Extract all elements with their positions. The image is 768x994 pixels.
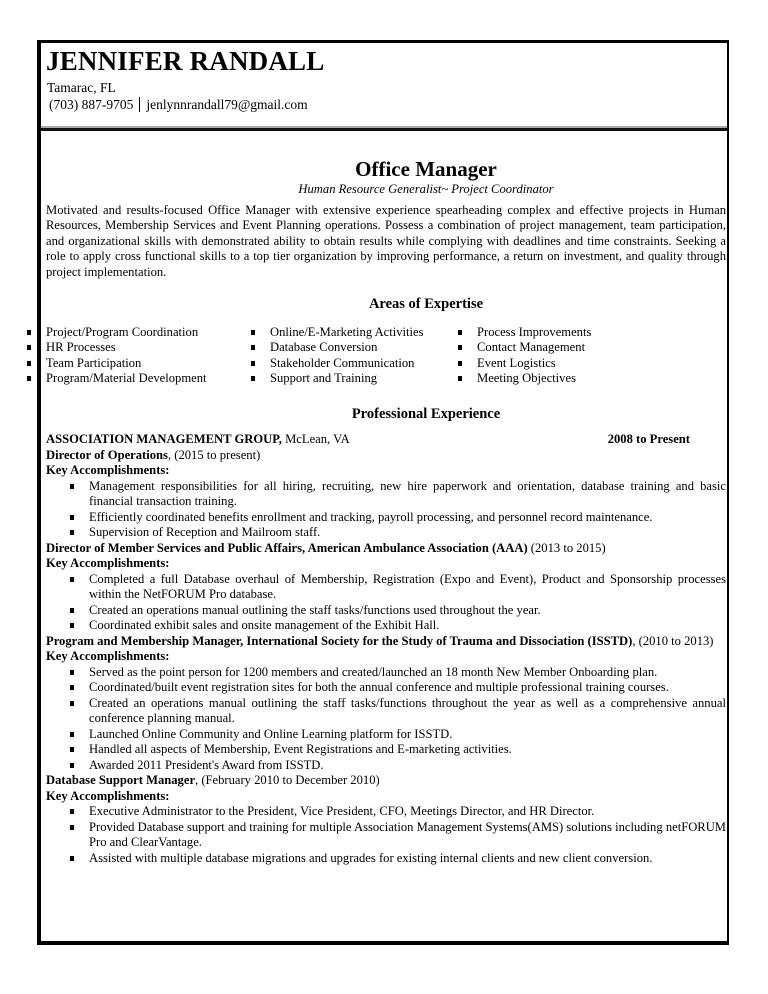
resume-body: [46, 156, 726, 866]
role: [46, 541, 726, 634]
accomplishment-item: Created an operations manual outlining the staff tasks/functions used throughout the year.: [89, 603, 726, 619]
experience-heading: Professional Experience: [351, 405, 501, 422]
company-location: McLean, VA: [281, 432, 350, 446]
header-rule: [41, 128, 727, 131]
key-accomplishments-label: Key Accomplishments:: [46, 463, 170, 477]
accomplishment-item: Coordinated exhibit sales and onsite management of the Exhibit Hall.: [89, 618, 726, 634]
expertise-col-2: [270, 325, 477, 387]
key-accomplishments-label: Key Accomplishments:: [46, 649, 170, 663]
role: [46, 634, 726, 774]
role-header: [46, 541, 726, 557]
accomplishments-list: [46, 804, 726, 866]
role-title: Program and Membership Manager, International Society for the Study of Trauma and Dissociation (ISSTD): [46, 633, 633, 648]
candidate-name: JENNIFER RANDALL: [46, 46, 325, 76]
phone: (703) 887-9705: [49, 97, 134, 112]
expertise-columns: [46, 325, 726, 387]
role-header: [46, 634, 726, 650]
accomplishment-item: Created an operations manual outlining the staff tasks/functions throughout the year as well as a comprehensive annual conference planning manual.: [89, 695, 726, 725]
expertise-item: Meeting Objectives: [477, 371, 591, 387]
expertise-col-3: [477, 325, 591, 387]
accomplishments-list: [46, 572, 726, 634]
accomplishment-item: Served as the point person for 1200 members and created/launched an 18 month New Member Onboarding plan.: [89, 665, 726, 681]
accomplishment-item: Management responsibilities for all hiring, recruiting, new hire paperwork and orientation, database training and basic financial transaction training.: [89, 478, 726, 508]
expertise-item: HR Processes: [46, 340, 270, 356]
accomplishment-item: Completed a full Database overhaul of Membership, Registration (Expo and Event), Product and Sponsorship processes within the NetFORUM Pro database.: [89, 571, 726, 601]
location: Tamarac, FL: [47, 80, 116, 95]
role: [46, 448, 726, 541]
role-dates: , (2015 to present): [167, 447, 261, 462]
summary: Motivated and results-focused Office Manager with extensive experience spearheading complex and effective projects in Human Resources, Membership Services and Event Planning operations. Possess a combination of project management, team participation, and organizational skills with demonstrated ability to obtain results while complying with deadlines and time constraints. Seeking a role to apply cross functional skills to a top tier organization by improving performance, a return on investment, and quality through project implementation.: [46, 202, 726, 279]
role-title: Database Support Manager: [46, 773, 196, 787]
role-dates: , (February 2010 to December 2010): [195, 773, 380, 787]
accomplishment-item: Assisted with multiple database migrations and upgrades for existing internal clients and new client conversion.: [89, 851, 726, 867]
accomplishments-list: [46, 665, 726, 774]
contact-line: [49, 97, 308, 113]
accomplishment-item: Provided Database support and training for multiple Association Management Systems(AMS) solutions including netFORUM Pro and ClearVantage.: [89, 819, 726, 849]
role-dates: (2013 to 2015): [527, 540, 606, 555]
company-name: ASSOCIATION MANAGEMENT GROUP,: [46, 432, 282, 446]
expertise-item: Program/Material Development: [46, 371, 270, 387]
email: jenlynnrandall79@gmail.com: [146, 97, 308, 112]
accomplishment-item: Executive Administrator to the President, Vice President, CFO, Meetings Director, and HR Director.: [89, 804, 726, 820]
expertise-item: Project/Program Coordination: [46, 325, 270, 341]
accomplishment-item: Awarded 2011 President's Award from ISSTD.: [89, 758, 726, 774]
expertise-item: Team Participation: [46, 356, 270, 372]
company: [46, 432, 350, 448]
key-accomplishments-label: Key Accomplishments:: [46, 788, 170, 803]
job-subtitle: Human Resource Generalist~ Project Coordinator: [298, 182, 554, 196]
expertise-item: Stakeholder Communication: [270, 356, 477, 372]
company-dates: 2008 to Present: [607, 432, 690, 446]
expertise-item: Support and Training: [270, 371, 477, 387]
accomplishment-item: Supervision of Reception and Mailroom staff.: [89, 525, 726, 541]
accomplishment-item: Launched Online Community and Online Learning platform for ISSTD.: [89, 727, 726, 743]
expertise-col-1: [46, 325, 270, 387]
expertise-item: Contact Management: [477, 340, 591, 356]
separator: [139, 97, 140, 112]
roles: [46, 448, 726, 867]
expertise-heading: Areas of Expertise: [368, 296, 484, 312]
role-dates: , (2010 to 2013): [632, 633, 714, 648]
role-title: Director of Operations: [46, 447, 168, 462]
job-title: Office Manager: [355, 157, 497, 181]
accomplishment-item: Coordinated/built event registration sites for both the annual conference and multiple professional training courses.: [89, 680, 726, 696]
role: [46, 773, 726, 866]
accomplishment-item: Handled all aspects of Membership, Event Registrations and E-marketing activities.: [89, 742, 726, 758]
company-row: [46, 432, 726, 448]
role-header: [46, 773, 726, 789]
accomplishments-list: [46, 479, 726, 541]
accomplishment-item: Efficiently coordinated benefits enrollment and tracking, payroll processing, and personnel record maintenance.: [89, 510, 726, 526]
expertise-item: Event Logistics: [477, 356, 591, 372]
key-accomplishments-label: Key Accomplishments:: [46, 556, 170, 570]
expertise-item: Database Conversion: [270, 340, 477, 356]
expertise-item: Process Improvements: [477, 324, 592, 339]
role-title: Director of Member Services and Public Affairs, American Ambulance Association (AAA): [46, 540, 528, 555]
expertise-item: Online/E-Marketing Activities: [270, 325, 477, 341]
role-header: [46, 448, 726, 464]
